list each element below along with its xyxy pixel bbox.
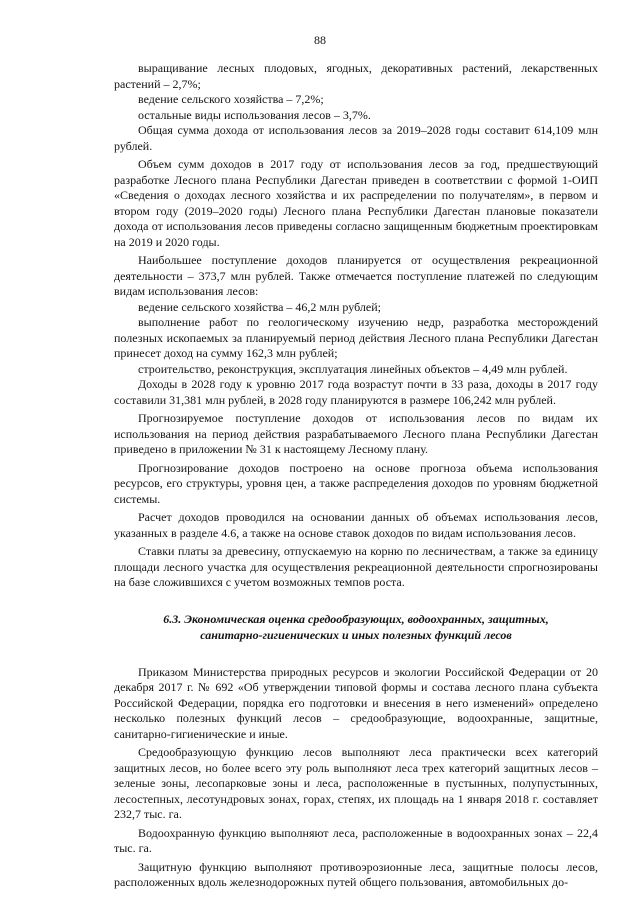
paragraph: ведение сельского хозяйства – 7,2%; xyxy=(138,92,324,106)
paragraph: Приказом Министерства природных ресурсов и экологии Российской Федерации от 20 декабря 2017 г. № 692 «Об утверждении типовой формы и состава лесного плана субъекта Российской Федерации, порядка его подготовки и внесения в него изменений» определено несколько полезных функций лесов – средообразующие, водоохранные, защитные, санитарно-гигиенические и иные. xyxy=(114,664,598,741)
paragraph: Водоохранную функцию выполняют леса, расположенные в водоохранных зонах – 22,4 тыс. га. xyxy=(114,825,598,855)
section-heading-line-2: санитарно-гигиенических и иных полезных функций лесов xyxy=(200,627,512,642)
page-number: 88 xyxy=(314,33,326,47)
paragraph: Средообразующую функцию лесов выполняют леса практически всех категорий защитных лесов, но более всего эту роль выполняют леса трех категорий защитных лесов – зеленые зоны, лесопарковые зоны и леса, расположенные в пустынных, полупустынных, лесостепных, лесотундровых зонах, горах, степях, их площадь на 1 января 2018 г. составляет 232,7 тыс. га. xyxy=(114,745,598,821)
section-heading xyxy=(114,611,598,643)
paragraph: Общая сумма дохода от использования лесов за 2019–2028 годы составит 614,109 млн рублей. xyxy=(114,123,598,153)
paragraph: выполнение работ по геологическому изучению недр, разработка месторождений полезных ископаемых за планируемый период действия Лесного плана Республики Дагестан принесет доход на сумму 162,3 млн рублей; xyxy=(114,315,598,360)
paragraph: ведение сельского хозяйства – 46,2 млн рублей; xyxy=(138,299,381,314)
paragraph: Расчет доходов проводился на основании данных об объемах использования лесов, указанных в разделе 4.6, а также на основе ставок доходов по видам использования лесов. xyxy=(114,510,598,540)
paragraph: выращивание лесных плодовых, ягодных, декоративных растений, лекарственных растений – 2,7%; xyxy=(114,61,598,91)
paragraph: остальные виды использования лесов – 3,7%. xyxy=(138,107,371,122)
section-heading-line-1: 6.3. Экономическая оценка средообразующих, водоохранных, защитных, xyxy=(163,611,549,626)
document-body xyxy=(114,61,598,891)
paragraph: строительство, реконструкция, эксплуатация линейных объектов – 4,49 млн рублей. xyxy=(138,361,568,376)
paragraph: Доходы в 2028 году к уровню 2017 года возрастут почти в 33 раза, доходы в 2017 году составили 31,381 млн рублей, в 2028 году планируются в размере 106,242 млн рублей. xyxy=(114,377,598,407)
paragraph: Прогнозируемое поступление доходов от использования лесов по видам их использования на период действия разрабатываемого Лесного плана Республики Дагестан приведено в приложении № 31 к настоящему Лесному плану. xyxy=(114,411,598,456)
paragraph: Наибольшее поступление доходов планируется от осуществления рекреационной деятельности – 373,7 млн рублей. Также отмечается поступление платежей по следующим видам использования лесов: xyxy=(114,253,598,298)
paragraph: Ставки платы за древесину, отпускаемую на корню по лесничествам, а также за единицу площади лесного участка для осуществления рекреационной деятельности спрогнозированы на базе сложившихся с учетом возможных темпов роста. xyxy=(114,544,598,589)
paragraph: Объем сумм доходов в 2017 году от использования лесов за год, предшествующий разработке Лесного плана Республики Дагестан приведен в соответствии с формой 1-ОИП «Сведения о доходах лесного хозяйства и их распределении по получателям», в первом и втором году (2019–2020 годы) Лесного плана Республики Дагестан плановые показатели дохода от использования лесов приведены согласно защищенным бюджетным проектировкам на 2019 и 2020 годы. xyxy=(114,157,598,249)
paragraph: Прогнозирование доходов построено на основе прогноза объема использования ресурсов, его структуры, уровня цен, а также распределения доходов по уровням бюджетной системы. xyxy=(114,460,598,506)
paragraph: Защитную функцию выполняют противоэрозионные леса, защитные полосы лесов, расположенных вдоль железнодорожных путей общего пользования, автомобильных до- xyxy=(114,859,598,889)
